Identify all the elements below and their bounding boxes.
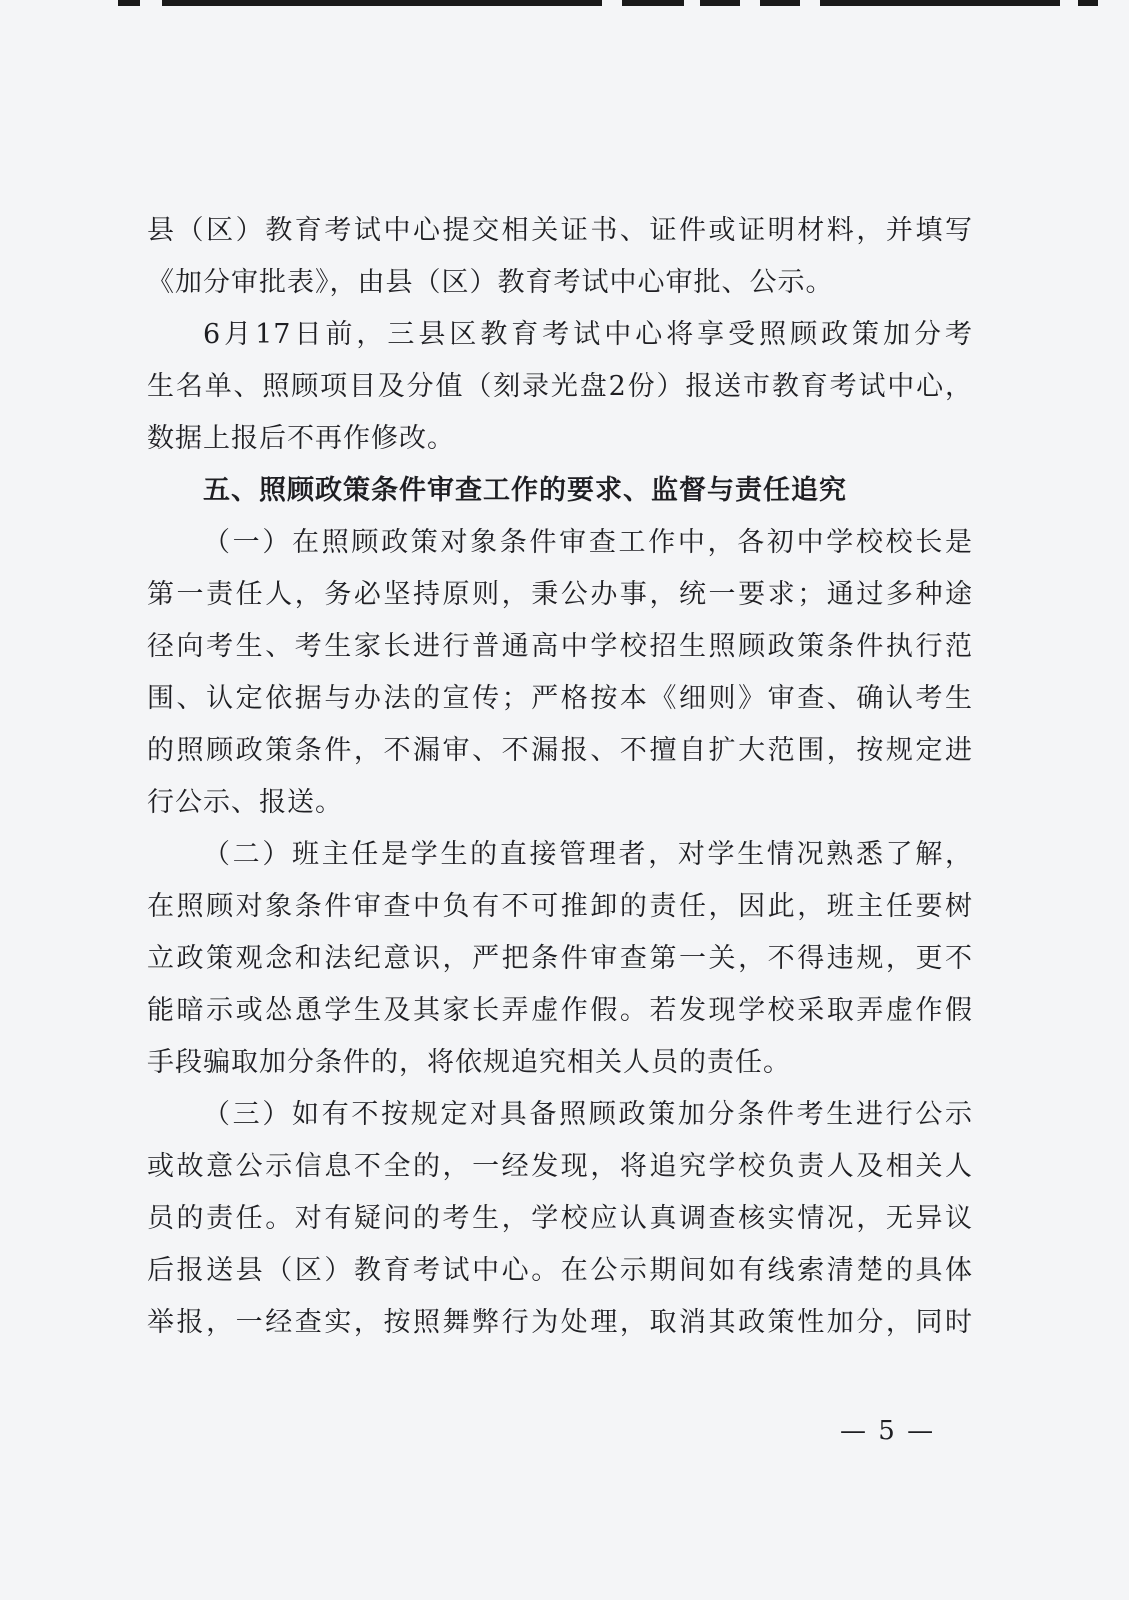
text-line: 员的责任。对有疑问的考生，学校应认真调查核实情况，无异议: [147, 1203, 973, 1234]
text-line: 后报送县（区）教育考试中心。在公示期间如有线索清楚的具体: [147, 1255, 973, 1286]
text-line: 能暗示或怂恿学生及其家长弄虚作假。若发现学校采取弄虚作假: [147, 995, 973, 1026]
text-line: 数据上报后不再作修改。: [147, 423, 455, 454]
text-line: 围、认定依据与办法的宣传；严格按本《细则》审查、确认考生: [147, 683, 973, 714]
text-line: （一）在照顾政策对象条件审查工作中，各初中学校校长是: [203, 527, 973, 558]
text-line: 在照顾对象条件审查中负有不可推卸的责任，因此，班主任要树: [147, 891, 973, 922]
text-line: 《加分审批表》，由县（区）教育考试中心审批、公示。: [147, 267, 834, 298]
section-heading: 五、照顾政策条件审查工作的要求、监督与责任追究: [203, 475, 847, 506]
scan-edge-bar: [0, 0, 1129, 10]
text-line: 生名单、照顾项目及分值（刻录光盘2份）报送市教育考试中心，: [147, 371, 973, 402]
text-line: 县（区）教育考试中心提交相关证书、证件或证明材料，并填写: [147, 215, 973, 246]
text-line: （二）班主任是学生的直接管理者，对学生情况熟悉了解，: [203, 839, 973, 870]
text-line: 6月17日前，三县区教育考试中心将享受照顾政策加分考: [203, 319, 973, 350]
text-line: 或故意公示信息不全的，一经发现，将追究学校负责人及相关人: [147, 1151, 973, 1182]
document-body: [147, 205, 973, 1349]
text-line: 径向考生、考生家长进行普通高中学校招生照顾政策条件执行范: [147, 631, 973, 662]
text-line: 第一责任人，务必坚持原则，秉公办事，统一要求；通过多种途: [147, 579, 973, 610]
text-line: 举报，一经查实，按照舞弊行为处理，取消其政策性加分，同时: [147, 1307, 973, 1338]
page-number: — 5 —: [840, 1416, 936, 1446]
text-line: 的照顾政策条件，不漏审、不漏报、不擅自扩大范围，按规定进: [147, 735, 973, 766]
text-line: 手段骗取加分条件的，将依规追究相关人员的责任。: [147, 1047, 791, 1078]
text-line: （三）如有不按规定对具备照顾政策加分条件考生进行公示: [203, 1099, 973, 1130]
text-line: 行公示、报送。: [147, 787, 343, 818]
text-line: 立政策观念和法纪意识，严把条件审查第一关，不得违规，更不: [147, 943, 973, 974]
